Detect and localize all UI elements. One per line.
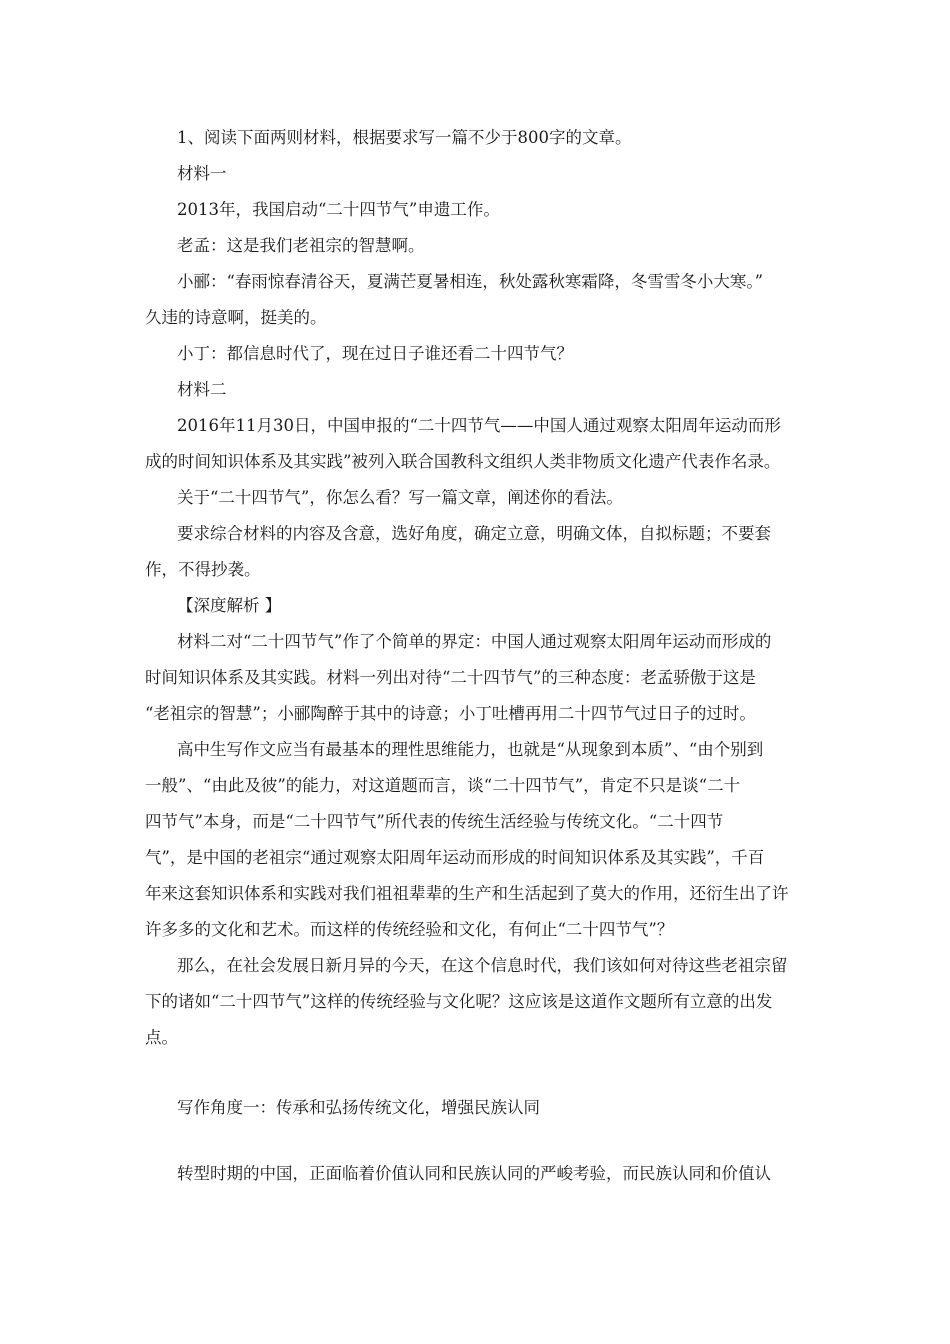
requirement-line: 作，不得抄袭。	[145, 560, 261, 579]
analysis-paragraph-line: 点。	[145, 1028, 178, 1047]
material-one-line: 2013年，我国启动“二十四节气”申遗工作。	[177, 200, 500, 219]
task-line: 关于“二十四节气”，你怎么看？写一篇文章，阐述你的看法。	[177, 488, 623, 507]
material-two-heading: 材料二	[177, 380, 227, 399]
analysis-paragraph-line: 许多多的文化和艺术。而这样的传统经验和文化，有何止“二十四节气”？	[145, 920, 674, 939]
angle-paragraph-line: 转型时期的中国，正面临着价值认同和民族认同的严峻考验，而民族认同和价值认	[177, 1164, 771, 1183]
analysis-paragraph-line: 一般”、“由此及彼”的能力，对这道题而言，谈“二十四节气”，肯定不只是谈“二十	[145, 776, 741, 795]
material-one-line: 小丁：都信息时代了，现在过日子谁还看二十四节气？	[177, 344, 573, 363]
analysis-heading: 【深度解析 】	[177, 596, 282, 615]
question-prompt: 1、阅读下面两则材料，根据要求写一篇不少于800字的文章。	[177, 128, 632, 147]
writing-angle-heading: 写作角度一：传承和弘扬传统文化，增强民族认同	[177, 1098, 540, 1117]
requirement-line: 要求综合材料的内容及含意，选好角度，确定立意，明确文体，自拟标题；不要套	[177, 524, 771, 543]
material-two-line: 成的时间知识体系及其实践”被列入联合国教科文组织人类非物质文化遗产代表作名录。	[145, 452, 781, 471]
analysis-paragraph-line: 高中生写作文应当有最基本的理性思维能力，也就是“从现象到本质”、“由个别到	[177, 740, 764, 759]
analysis-paragraph-line: 时间知识体系及其实践。材料一列出对待“二十四节气”的三种态度：老孟骄傲于这是	[145, 668, 756, 687]
material-one-line: 老孟：这是我们老祖宗的智慧啊。	[177, 236, 425, 255]
material-one-line: 久违的诗意啊，挺美的。	[145, 308, 327, 327]
analysis-paragraph-line: 材料二对“二十四节气”作了个简单的界定：中国人通过观察太阳周年运动而形成的	[177, 632, 772, 651]
analysis-paragraph-line: 年来这套知识体系和实践对我们祖祖辈辈的生产和生活起到了莫大的作用，还衍生出了许	[145, 884, 789, 903]
analysis-paragraph-line: “老祖宗的智慧”；小郦陶醉于其中的诗意；小丁吐槽再用二十四节气过日子的过时。	[145, 704, 756, 723]
analysis-paragraph-line: 下的诸如“二十四节气”这样的传统经验与文化呢？这应该是这道作文题所有立意的出发	[145, 992, 773, 1011]
material-one-line: 小郦：“春雨惊春清谷天，夏满芒夏暑相连，秋处露秋寒霜降，冬雪雪冬小大寒。”	[177, 272, 764, 291]
material-two-line: 2016年11月30日，中国申报的“二十四节气——中国人通过观察太阳周年运动而形	[177, 416, 781, 435]
analysis-paragraph-line: 四节气”本身，而是“二十四节气”所代表的传统生活经验与传统文化。“二十四节	[145, 812, 724, 831]
analysis-paragraph-line: 那么，在社会发展日新月异的今天，在这个信息时代，我们该如何对待这些老祖宗留	[177, 956, 788, 975]
analysis-paragraph-line: 气”，是中国的老祖宗“通过观察太阳周年运动而形成的时间知识体系及其实践”，千百	[145, 848, 765, 867]
material-one-heading: 材料一	[177, 164, 227, 183]
